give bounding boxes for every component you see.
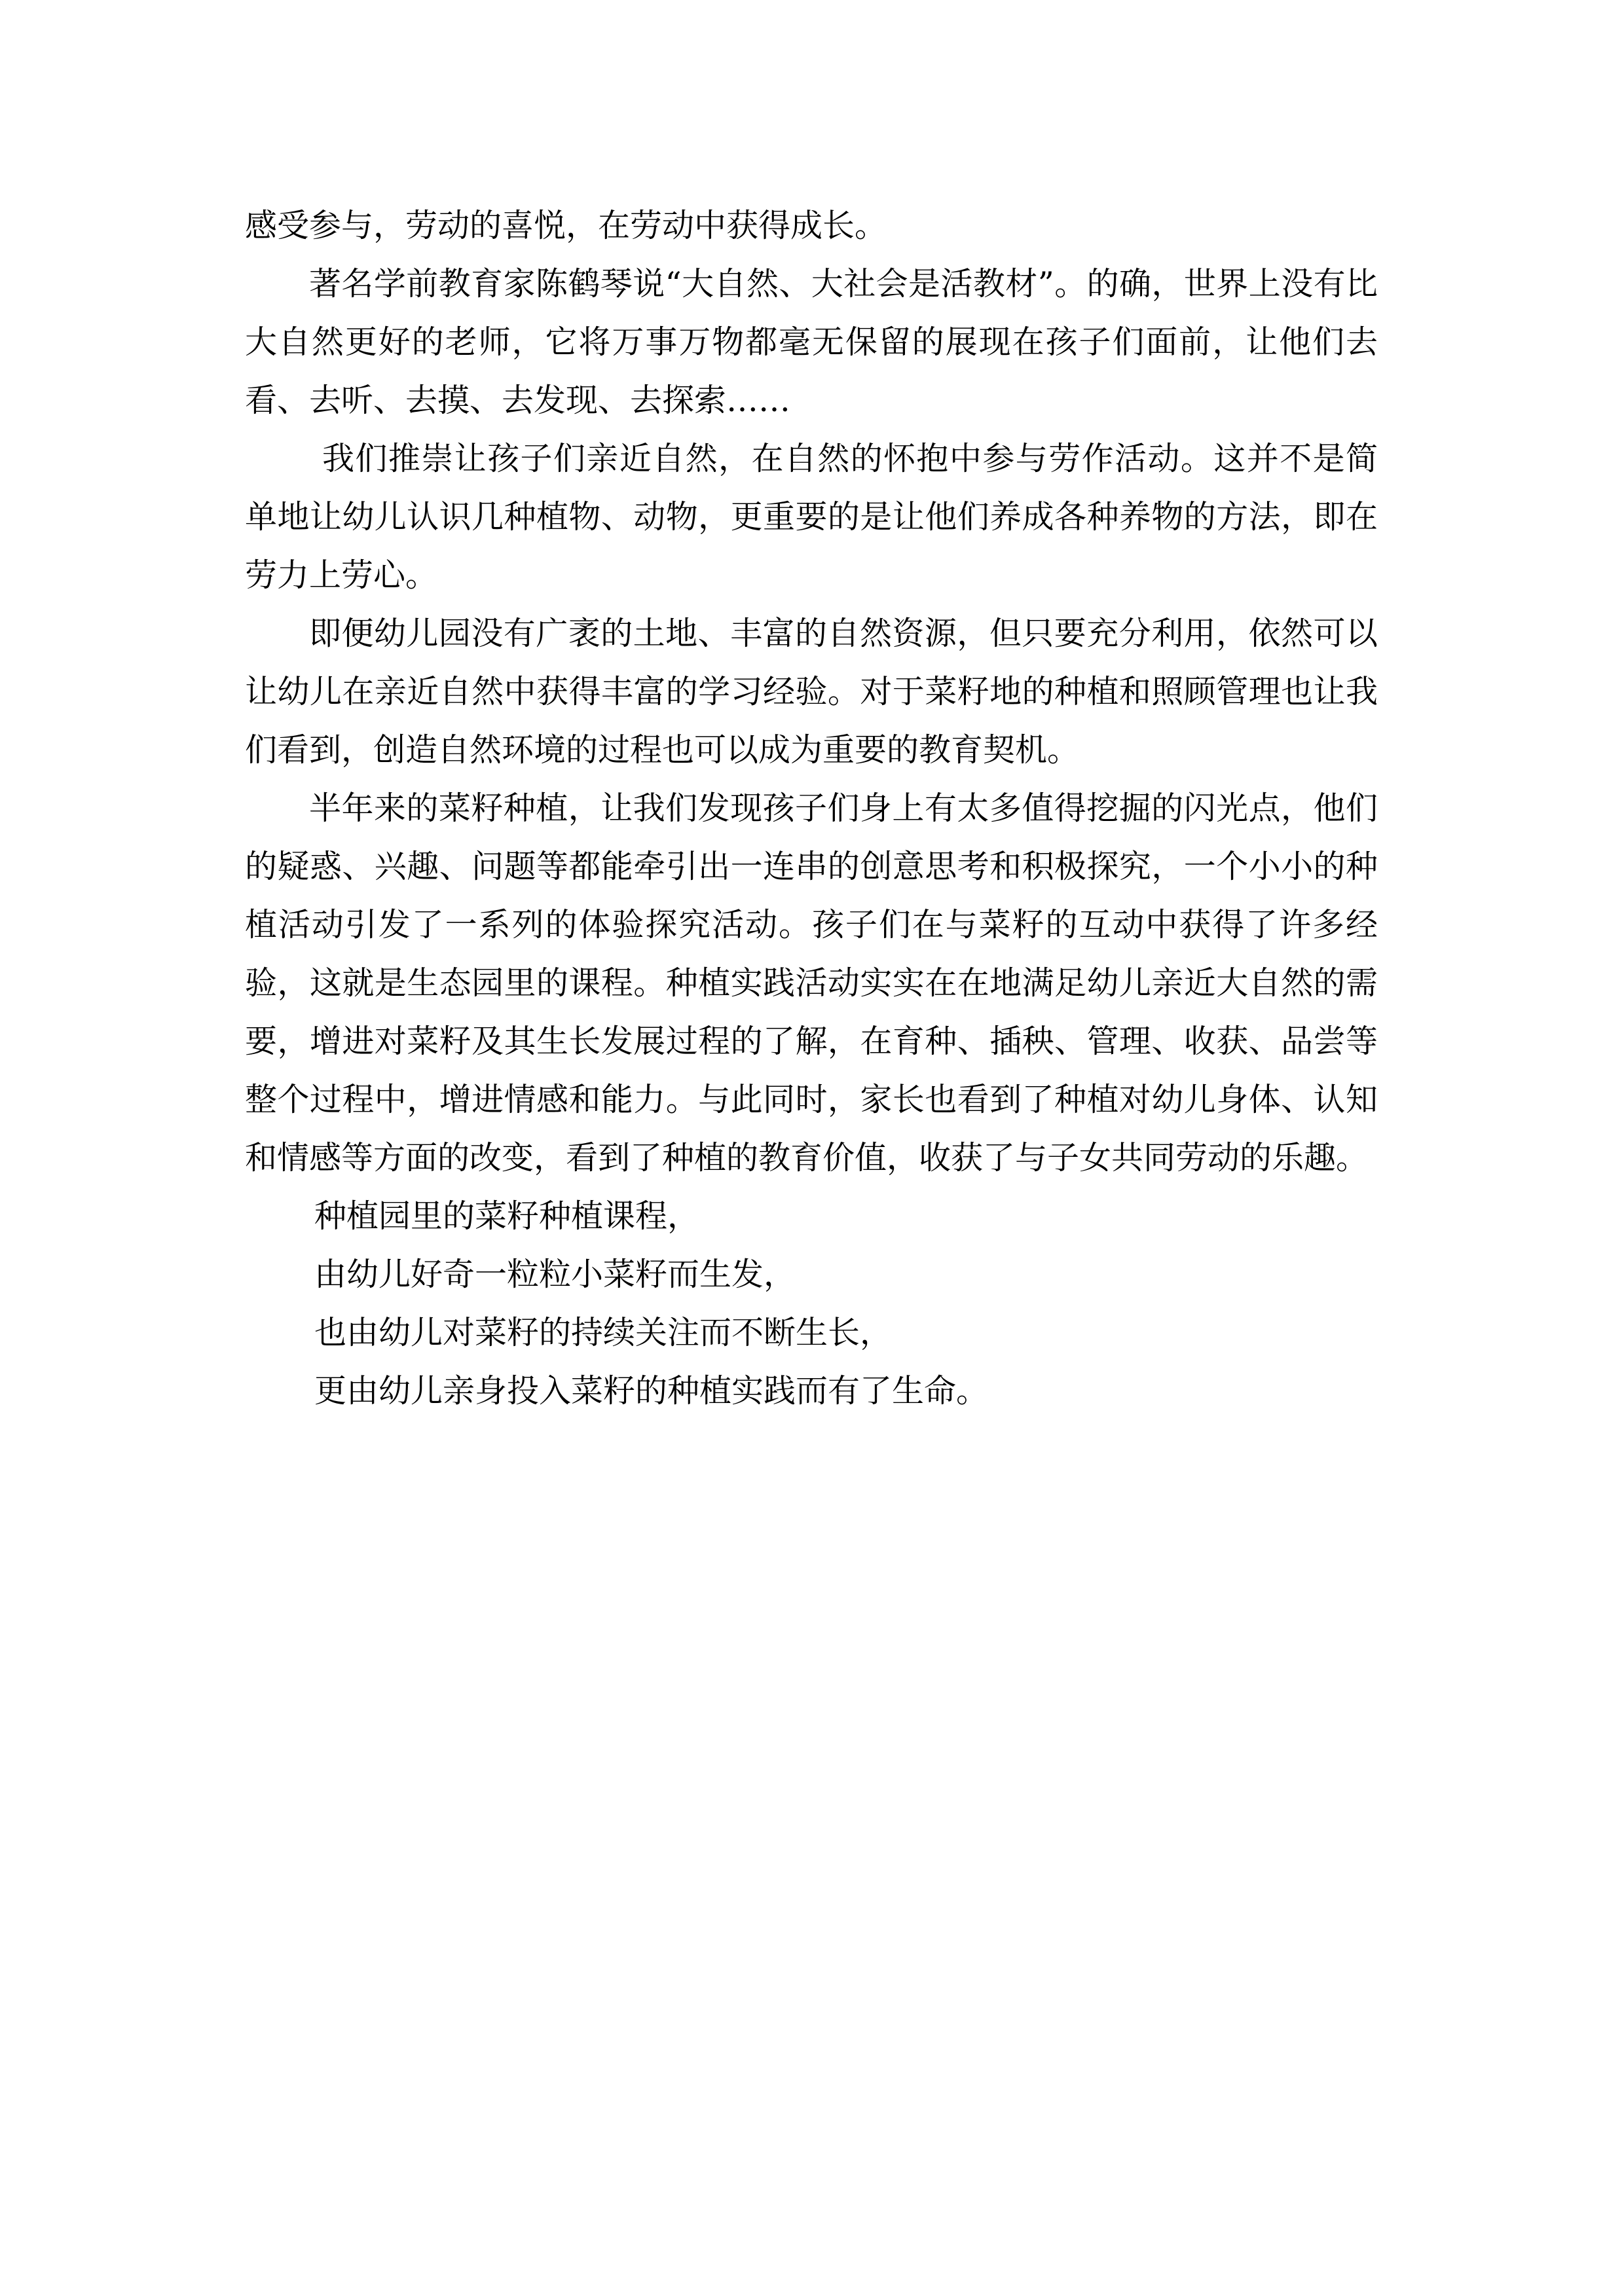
- verse-line: 更由幼儿亲身投入菜籽的种植实践而有了生命。: [314, 1372, 989, 1410]
- verse-line: 由幼儿好奇一粒粒小菜籽而生发，: [314, 1256, 796, 1293]
- paragraph-chen-heqin-quote: 著名学前教育家陈鹤琴说“大自然、大社会是活教材”。的确，世界上没有比大自然更好的老师，它将万事万物都毫无保留的展现在孩子们面前，让他们去看、去听、去摸、去发现、去探索……: [245, 265, 1378, 419]
- document-body: [245, 196, 1378, 1420]
- paragraph-continuation: 感受参与，劳动的喜悦，在劳动中获得成长。: [245, 207, 887, 244]
- paragraph-kindergarten-resources: 即便幼儿园没有广袤的土地、丰富的自然资源，但只要充分利用，依然可以让幼儿在亲近自然中获得丰富的学习经验。对于菜籽地的种植和照顾管理也让我们看到，创造自然环境的过程也可以成为重要的教育契机。: [245, 615, 1378, 769]
- verse-line: 种植园里的菜籽种植课程，: [314, 1197, 700, 1235]
- paragraph-approach-nature: 我们推崇让孩子们亲近自然，在自然的怀抱中参与劳作活动。这并不是简单地让幼儿认识几种植物、动物，更重要的是让他们养成各种养物的方法，即在劳力上劳心。: [245, 440, 1378, 594]
- paragraph-half-year-planting: 半年来的菜籽种植，让我们发现孩子们身上有太多值得挖掘的闪光点，他们的疑惑、兴趣、问题等都能牵引出一连串的创意思考和积极探究，一个小小的种植活动引发了一系列的体验探究活动。孩子们在与菜籽的互动中获得了许多经验，这就是生态园里的课程。种植实践活动实实在在地满足幼儿亲近大自然的需要，增进对菜籽及其生长发展过程的了解，在育种、插秧、管理、收获、品尝等整个过程中，增进情感和能力。与此同时，家长也看到了种植对幼儿身体、认知和情感等方面的改变，看到了种植的教育价值，收获了与子女共同劳动的乐趣。: [245, 790, 1378, 1176]
- verse-line: 也由幼儿对菜籽的持续关注而不断生长，: [314, 1314, 893, 1351]
